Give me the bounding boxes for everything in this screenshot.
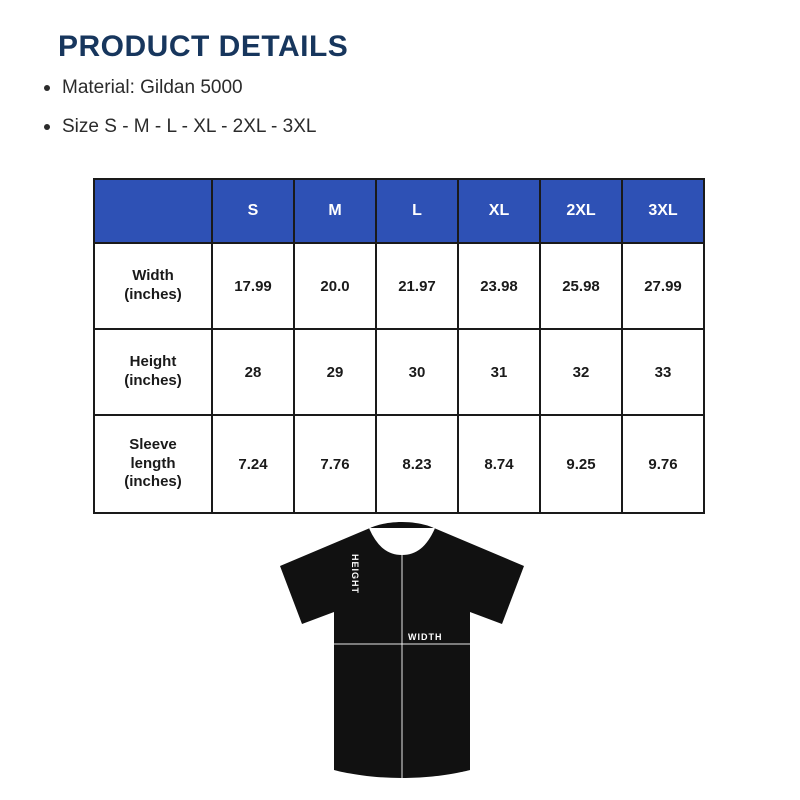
- cell-width-m: 20.0: [294, 243, 376, 329]
- cell-width-3xl: 27.99: [622, 243, 704, 329]
- row-header-line-2: (inches): [124, 286, 182, 303]
- row-header-line-1: Height: [129, 353, 177, 371]
- table-corner-cell: [94, 179, 212, 243]
- product-detail-list: [34, 76, 674, 153]
- cell-sleeve-s: 7.24: [212, 415, 294, 513]
- table-row: [94, 329, 704, 415]
- width-measurement-label: WIDTH: [408, 632, 443, 642]
- row-header-line-1: Sleeve: [129, 435, 177, 453]
- cell-sleeve-3xl: 9.76: [622, 415, 704, 513]
- table-row: [94, 243, 704, 329]
- cell-width-xl: 23.98: [458, 243, 540, 329]
- cell-height-2xl: 32: [540, 329, 622, 415]
- cell-width-s: 17.99: [212, 243, 294, 329]
- cell-sleeve-2xl: 9.25: [540, 415, 622, 513]
- list-item: Material: Gildan 5000: [34, 76, 674, 101]
- table-row: [94, 415, 704, 513]
- row-header-sleeve-length: [94, 415, 212, 513]
- column-header-s: S: [212, 179, 294, 243]
- cell-width-2xl: 25.98: [540, 243, 622, 329]
- column-header-xl: XL: [458, 179, 540, 243]
- column-header-3xl: 3XL: [622, 179, 704, 243]
- row-header-height: [94, 329, 212, 415]
- cell-height-m: 29: [294, 329, 376, 415]
- column-header-2xl: 2XL: [540, 179, 622, 243]
- cell-height-s: 28: [212, 329, 294, 415]
- column-header-m: M: [294, 179, 376, 243]
- cell-width-l: 21.97: [376, 243, 458, 329]
- cell-height-l: 30: [376, 329, 458, 415]
- column-header-l: L: [376, 179, 458, 243]
- row-header-width: [94, 243, 212, 329]
- size-chart-table: [93, 178, 705, 514]
- height-measurement-label: HEIGHT: [350, 554, 360, 595]
- cell-sleeve-l: 8.23: [376, 415, 458, 513]
- table-header-row: [94, 179, 704, 243]
- list-item: Size S - M - L - XL - 2XL - 3XL: [34, 115, 674, 140]
- cell-sleeve-xl: 8.74: [458, 415, 540, 513]
- row-header-line-1: Width: [132, 267, 174, 285]
- cell-sleeve-m: 7.76: [294, 415, 376, 513]
- t-shirt-illustration: [262, 520, 542, 780]
- t-shirt-icon: [262, 520, 542, 780]
- row-header-line-3: (inches): [124, 473, 182, 491]
- page-title: PRODUCT DETAILS: [58, 30, 349, 63]
- row-header-line-2: (inches): [124, 372, 182, 389]
- cell-height-3xl: 33: [622, 329, 704, 415]
- row-header-line-2: length: [130, 454, 176, 472]
- cell-height-xl: 31: [458, 329, 540, 415]
